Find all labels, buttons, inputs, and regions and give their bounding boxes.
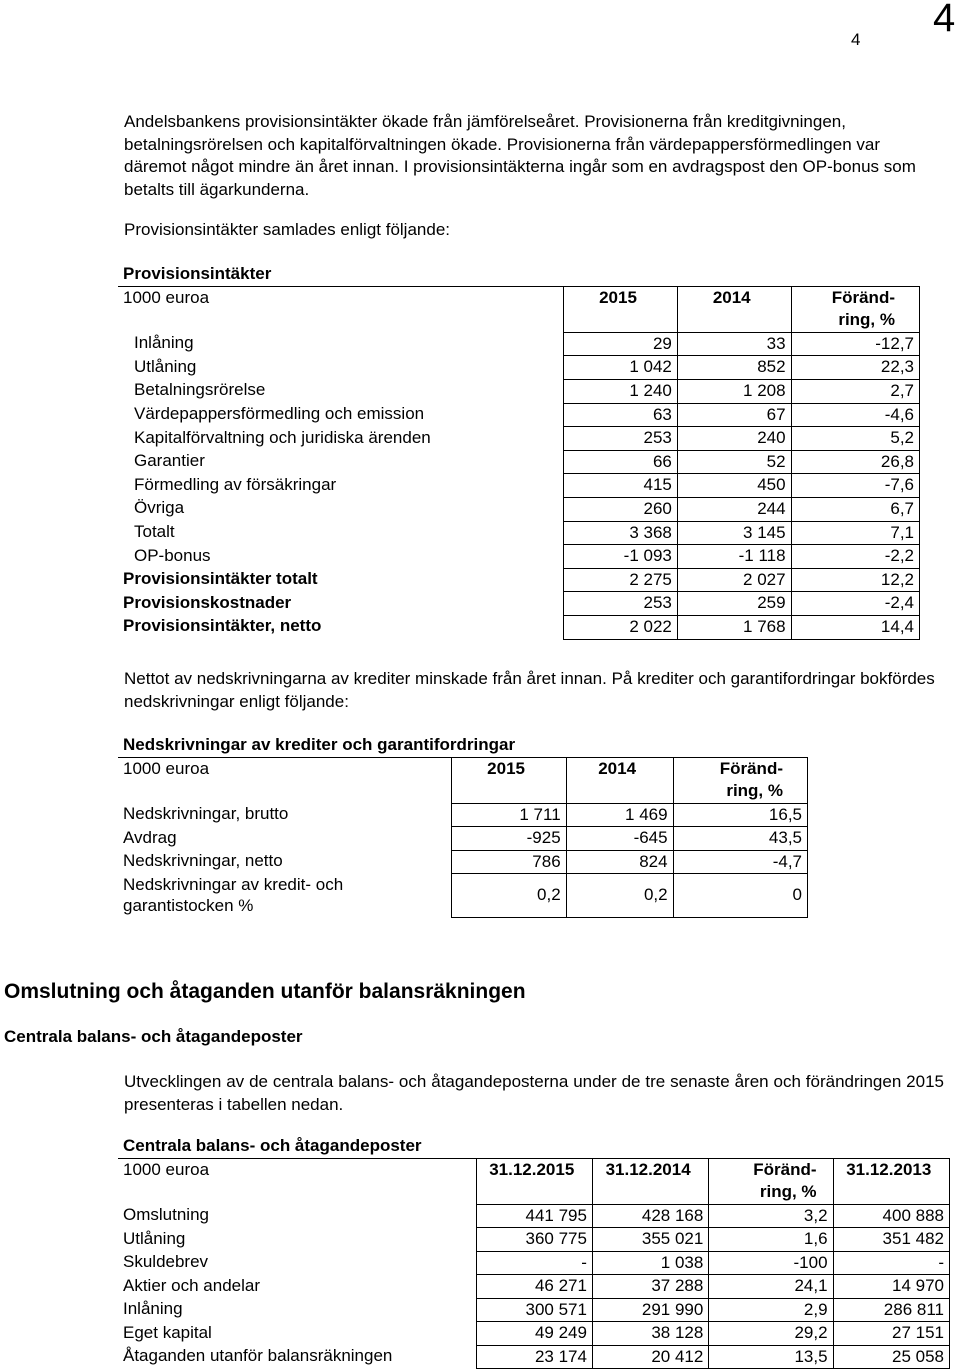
cell-2014: 450 [677, 474, 791, 498]
cell-2014: 244 [677, 497, 791, 521]
row-label: Utlåning [134, 356, 197, 376]
cell-change: 5,2 [791, 427, 919, 451]
col-header-2015: 31.12.2015 [476, 1158, 592, 1181]
section-subheading: Centrala balans- och åtagandeposter [4, 1027, 303, 1046]
cell-2015: 1 711 [451, 803, 566, 827]
table-row [118, 521, 920, 545]
cell-2013: 14 970 [833, 1275, 949, 1299]
cell-change: -2,2 [791, 545, 919, 569]
cell-2014: 852 [677, 356, 791, 380]
table-row [118, 497, 920, 521]
page-number-large: 4 [933, 0, 956, 40]
table-row [118, 332, 920, 356]
row-label: Eget kapital [123, 1322, 212, 1342]
cell-2015: 66 [564, 450, 678, 474]
cell-2013: 25 058 [833, 1345, 949, 1369]
provision-income-table [118, 263, 920, 640]
cell-2015: 300 571 [476, 1298, 592, 1322]
cell-2015: 260 [564, 497, 678, 521]
cell-2015: - [476, 1251, 592, 1275]
row-label: Nedskrivningar, brutto [123, 804, 289, 823]
cell-2014: 1 469 [566, 803, 673, 827]
cell-2015: 786 [451, 850, 566, 874]
row-label: Betalningsrörelse [134, 380, 266, 400]
cell-2013: - [833, 1251, 949, 1275]
cell-2014: 1 208 [677, 379, 791, 403]
section-paragraph: Utvecklingen av de centrala balans- och åtagandeposterna under de tre senaste åren och förändringen 2015 presenteras i tabellen nedan. [124, 1072, 944, 1114]
table-row [118, 545, 920, 569]
row-label-line2: garantistocken % [123, 895, 254, 915]
row-label: Åtaganden utanför balansräkningen [123, 1346, 393, 1365]
table-row [118, 403, 920, 427]
cell-change: 7,1 [791, 521, 919, 545]
cell-change: 2,7 [791, 379, 919, 403]
cell-2015: -925 [451, 827, 566, 851]
cell-2015: 253 [564, 427, 678, 451]
row-label: Övriga [134, 498, 185, 518]
table-row [118, 356, 920, 380]
cell-2015: 3 368 [564, 521, 678, 545]
cell-2014: 52 [677, 450, 791, 474]
table-row [118, 1275, 950, 1299]
cell-2013: 27 151 [833, 1322, 949, 1346]
cell-change: 16,5 [673, 803, 807, 827]
table-row [118, 568, 920, 592]
cell-2014: 37 288 [592, 1275, 708, 1299]
row-label: Utlåning [123, 1228, 186, 1248]
cell-2014: 67 [677, 403, 791, 427]
col-header-change: Föränd- [791, 286, 919, 309]
table-row [118, 827, 808, 851]
row-label: Nedskrivningar, netto [123, 851, 283, 870]
cell-change: 22,3 [791, 356, 919, 380]
table-row [118, 427, 920, 451]
col-header-change: Föränd- [709, 1158, 833, 1181]
cell-change: 1,6 [709, 1228, 833, 1252]
cell-2015: 253 [564, 592, 678, 616]
cell-2015: 49 249 [476, 1322, 592, 1346]
cell-change: 43,5 [673, 827, 807, 851]
cell-change: -4,6 [791, 403, 919, 427]
cell-change: 26,8 [791, 450, 919, 474]
table-row [118, 803, 808, 827]
writedowns-table [118, 734, 808, 918]
cell-2015: 63 [564, 403, 678, 427]
row-label: Värdepappersförmedling och emission [134, 404, 425, 424]
cell-change: 3,2 [709, 1204, 833, 1228]
table-row [118, 1251, 950, 1275]
table-row [118, 1322, 950, 1346]
cell-2014: 0,2 [566, 874, 673, 918]
cell-2015: 360 775 [476, 1228, 592, 1252]
table-row [118, 1345, 950, 1369]
cell-2015: 23 174 [476, 1345, 592, 1369]
row-label: Inlåning [134, 333, 194, 353]
cell-2014: -1 118 [677, 545, 791, 569]
balance-table [118, 1135, 950, 1369]
row-label: Aktier och andelar [123, 1275, 261, 1295]
cell-2015: 2 275 [564, 568, 678, 592]
table-row [118, 450, 920, 474]
cell-2015: 29 [564, 332, 678, 356]
page-number-small: 4 [851, 30, 861, 49]
unit-label: 1000 euroa [123, 287, 210, 307]
cell-2014: 428 168 [592, 1204, 708, 1228]
table-row [118, 615, 920, 639]
col-header-change-2: ring, % [791, 309, 919, 332]
cell-2014: 3 145 [677, 521, 791, 545]
row-label: Inlåning [123, 1299, 183, 1318]
cell-2014: 20 412 [592, 1345, 708, 1369]
unit-label: 1000 euroa [123, 758, 210, 778]
col-header-change-2: ring, % [709, 1181, 833, 1204]
row-label: Avdrag [123, 827, 177, 847]
cell-2014: 38 128 [592, 1322, 708, 1346]
col-header-2014: 31.12.2014 [592, 1158, 708, 1181]
table-row [118, 592, 920, 616]
table-title: Nedskrivningar av krediter och garantifordringar [118, 734, 566, 757]
cell-2014: 355 021 [592, 1228, 708, 1252]
row-label: Kapitalförvaltning och juridiska ärenden [134, 427, 431, 447]
table-row [118, 850, 808, 874]
cell-2015: -1 093 [564, 545, 678, 569]
cell-2014: 1 768 [677, 615, 791, 639]
unit-label: 1000 euroa [123, 1159, 210, 1179]
intro-paragraph: Andelsbankens provisionsintäkter ökade från jämförelseåret. Provisionerna från kreditgivningen, betalningsrörelsen och kapitalförvaltningen ökade. Provisionerna från värdepappersförmedlingen var däremot något mindre än året innan. I provisionsintäkterna ingår som en avdragspost den OP-bonus som betalts till ägarkunderna. [124, 112, 916, 199]
section-heading: Omslutning och åtaganden utanför balansräkningen [4, 980, 526, 1003]
table-row [118, 1204, 950, 1228]
col-header-2013: 31.12.2013 [833, 1158, 949, 1181]
col-header-2015: 2015 [564, 286, 678, 309]
table-row [118, 379, 920, 403]
row-label: OP-bonus [134, 545, 211, 565]
cell-change: 24,1 [709, 1275, 833, 1299]
table-title: Provisionsintäkter [118, 263, 564, 286]
cell-change: -7,6 [791, 474, 919, 498]
cell-change: -100 [709, 1251, 833, 1275]
cell-2013: 286 811 [833, 1298, 949, 1322]
cell-2014: 1 038 [592, 1251, 708, 1275]
cell-2014: 33 [677, 332, 791, 356]
row-label [118, 874, 451, 918]
writedowns-paragraph: Nettot av nedskrivningarna av krediter minskade från året innan. På krediter och garantifordringar bokfördes nedskrivningar enligt följande: [124, 669, 935, 711]
row-label: Skuldebrev [123, 1252, 209, 1271]
cell-change: 14,4 [791, 615, 919, 639]
cell-change: 12,2 [791, 568, 919, 592]
row-label: Garantier [134, 451, 205, 471]
row-label: Provisionsintäkter totalt [123, 569, 318, 589]
row-label-line1: Nedskrivningar av kredit- och [123, 874, 344, 894]
cell-change: 2,9 [709, 1298, 833, 1322]
intro-lead: Provisionsintäkter samlades enligt följande: [124, 220, 451, 239]
cell-2013: 351 482 [833, 1228, 949, 1252]
row-label: Omslutning [123, 1205, 209, 1224]
cell-change: 29,2 [709, 1322, 833, 1346]
table-row [118, 1298, 950, 1322]
cell-2015: 46 271 [476, 1275, 592, 1299]
cell-2014: 2 027 [677, 568, 791, 592]
cell-change: -12,7 [791, 332, 919, 356]
row-label: Provisionsintäkter, netto [123, 616, 322, 636]
cell-2015: 1 240 [564, 379, 678, 403]
cell-change: -4,7 [673, 850, 807, 874]
col-header-2014: 2014 [566, 757, 673, 780]
cell-2015: 1 042 [564, 356, 678, 380]
cell-2015: 2 022 [564, 615, 678, 639]
table-title: Centrala balans- och åtagandeposter [118, 1135, 476, 1158]
cell-2014: 240 [677, 427, 791, 451]
table-row [118, 1228, 950, 1252]
col-header-2015: 2015 [451, 757, 566, 780]
row-label: Provisionskostnader [123, 592, 292, 612]
row-label: Totalt [134, 522, 175, 542]
col-header-change-2: ring, % [673, 780, 807, 803]
cell-2014: 259 [677, 592, 791, 616]
col-header-change: Föränd- [673, 757, 807, 780]
row-label: Förmedling av försäkringar [134, 474, 337, 494]
cell-change: 0 [673, 874, 807, 918]
cell-change: 6,7 [791, 497, 919, 521]
cell-change: 13,5 [709, 1345, 833, 1369]
cell-2015: 0,2 [451, 874, 566, 918]
cell-2014: 291 990 [592, 1298, 708, 1322]
cell-2015: 415 [564, 474, 678, 498]
table-row [118, 874, 808, 918]
cell-2013: 400 888 [833, 1204, 949, 1228]
cell-2014: 824 [566, 850, 673, 874]
table-row [118, 474, 920, 498]
col-header-2014: 2014 [677, 286, 791, 309]
cell-change: -2,4 [791, 592, 919, 616]
cell-2015: 441 795 [476, 1204, 592, 1228]
cell-2014: -645 [566, 827, 673, 851]
